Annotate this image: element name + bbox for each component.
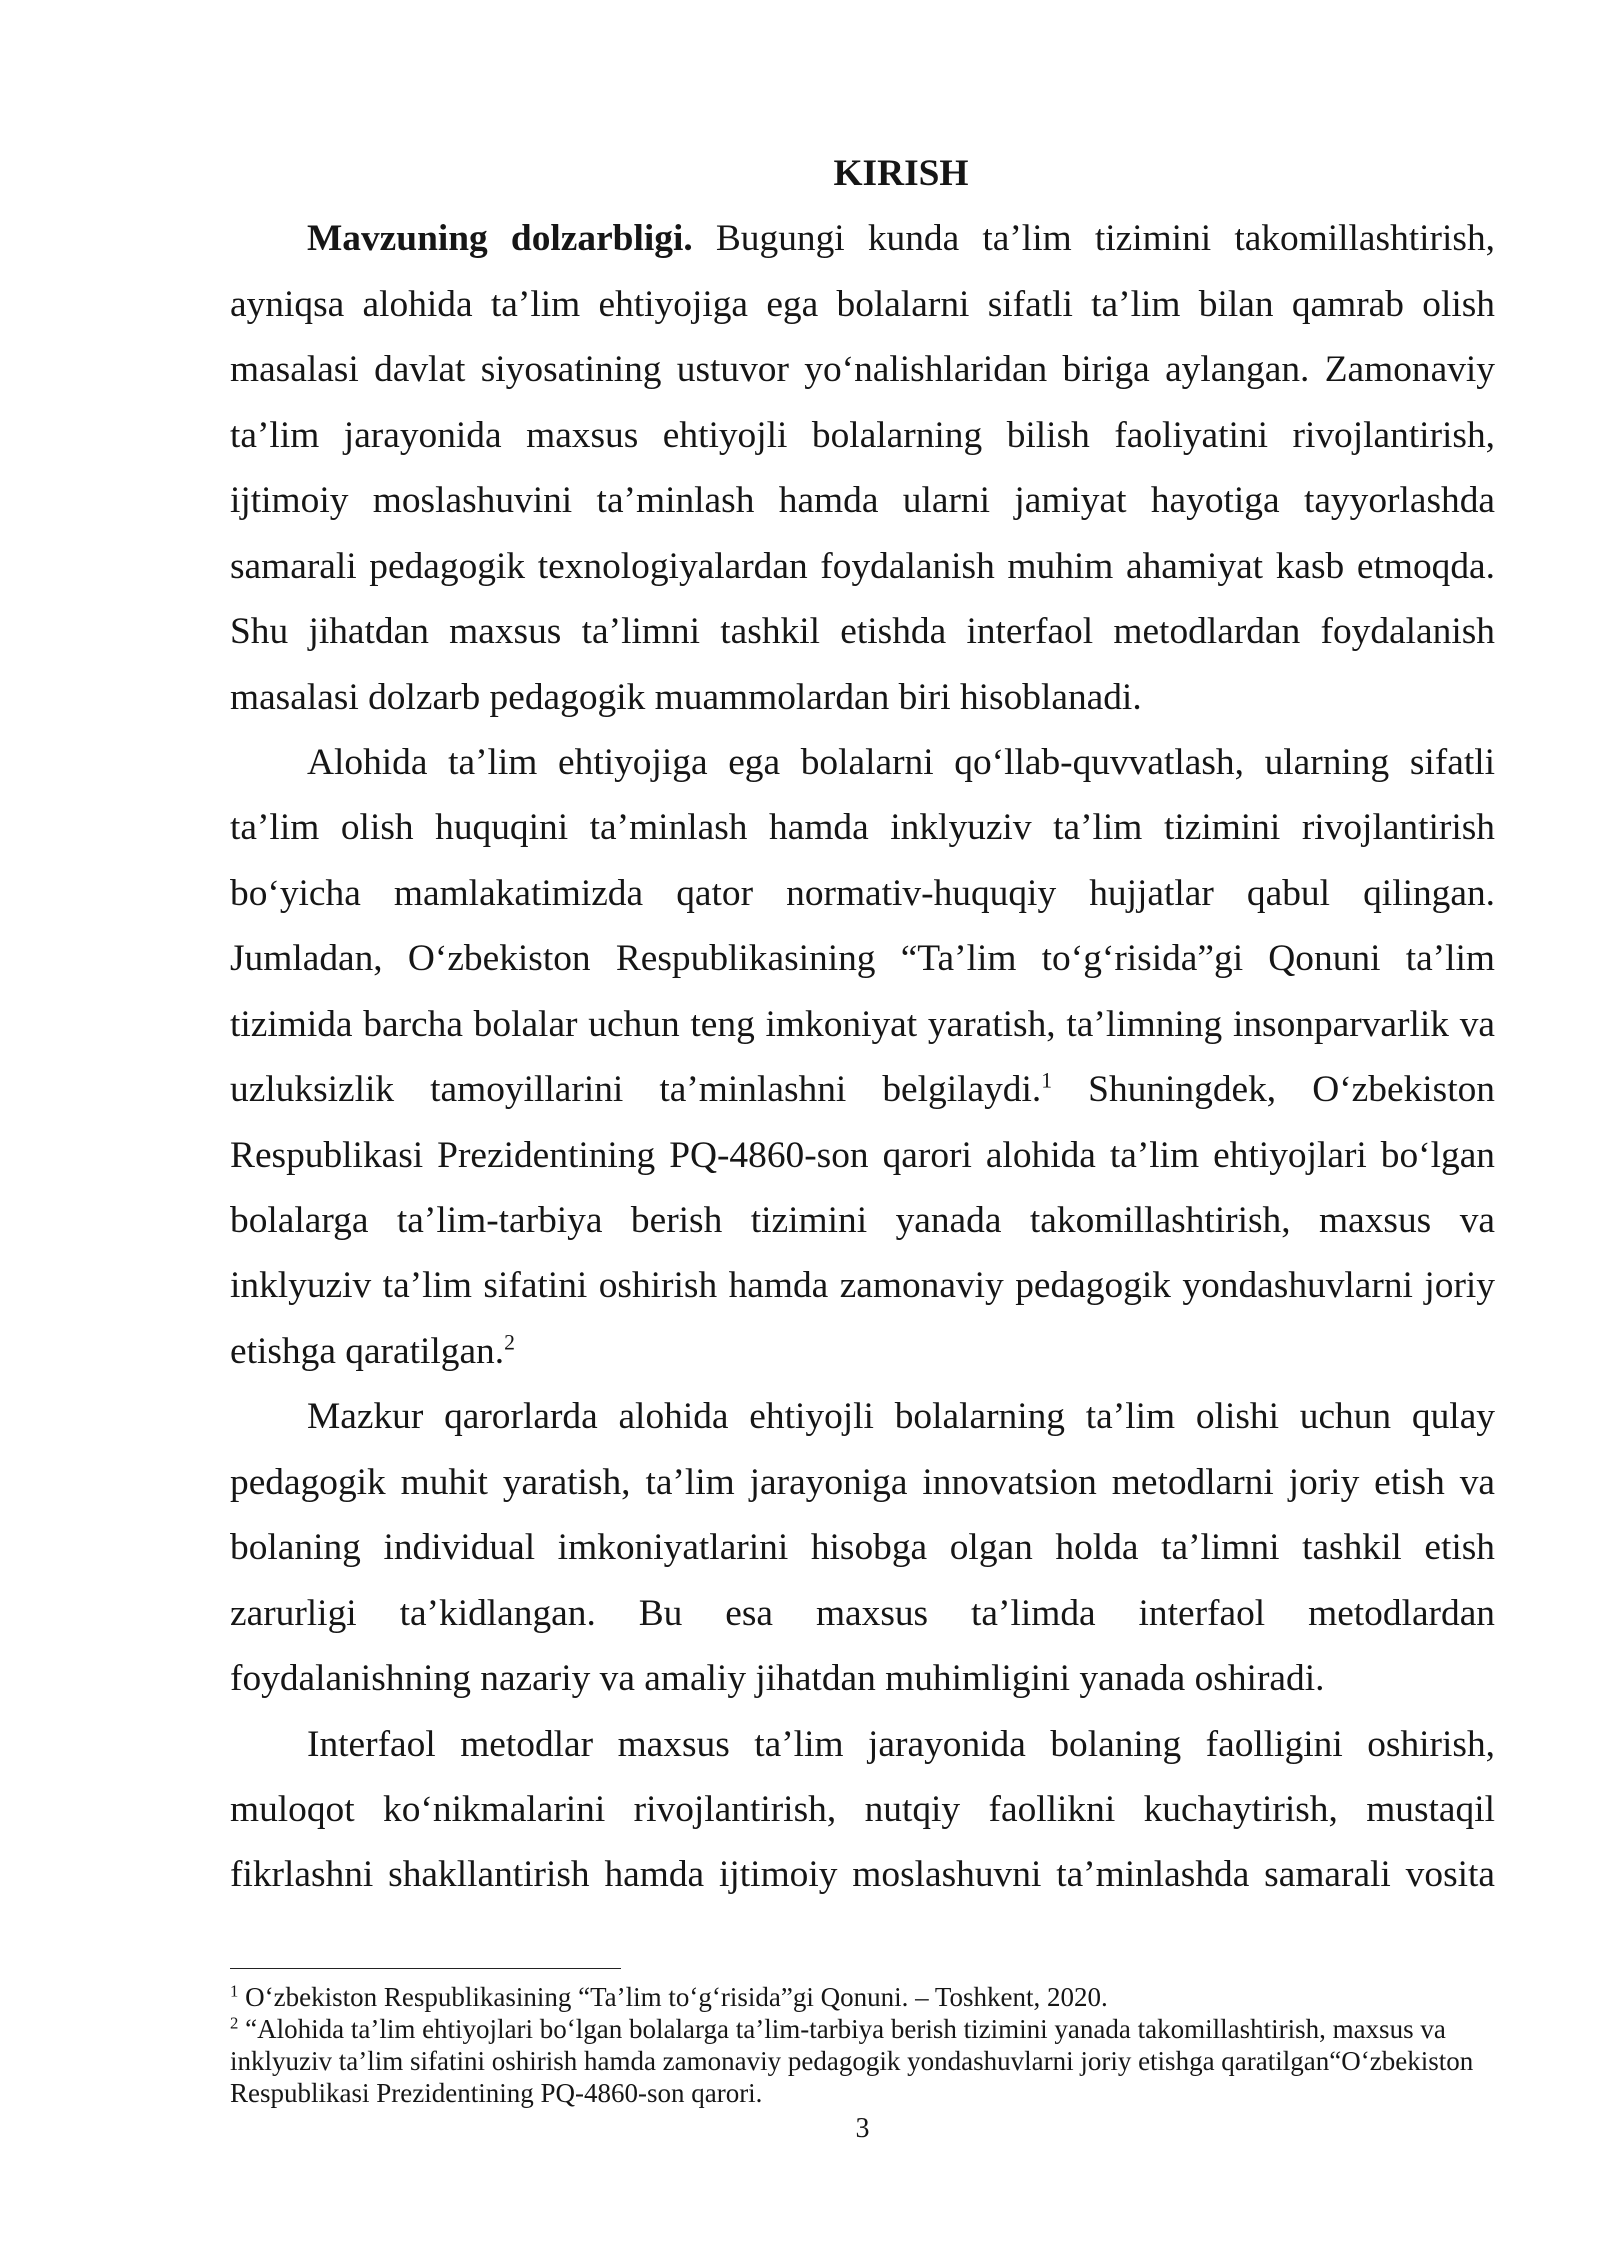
- text-line: ta’lim jarayonida maxsus ehtiyojli bolalarning bilish faoliyatini rivojlantirish,: [230, 414, 1495, 456]
- text-line: [230, 1319, 1495, 1384]
- footnotes: [230, 1981, 1495, 2109]
- text-line: inklyuziv ta’lim sifatini oshirish hamda zamonaviy pedagogik yondashuvlarni joriy: [230, 1265, 1495, 1307]
- text-line: Mazkur qarorlarda alohida ehtiyojli bolalarning ta’lim olishi uchun qulay: [307, 1396, 1495, 1438]
- text-line: bo‘yicha mamlakatimizda qator normativ-huquqiy hujjatlar qabul qilingan.: [230, 872, 1495, 914]
- paragraph: [230, 1384, 1495, 1711]
- text-line: fikrlashni shakllantirish hamda ijtimoiy moslashuvni ta’minlashda samarali vosita: [230, 1854, 1495, 1896]
- text-line: Jumladan, O‘zbekiston Respublikasining “Ta’lim to‘g‘risida”gi Qonuni ta’lim: [230, 938, 1495, 980]
- paragraph: [230, 730, 1495, 1384]
- footnote-line: Respublikasi Prezidentining PQ-4860-son qarori.: [230, 2078, 763, 2108]
- text-line: pedagogik muhit yaratish, ta’lim jarayoniga innovatsion metodlarni joriy etish va: [230, 1461, 1495, 1503]
- footnote-text: O‘zbekiston Respublikasining “Ta’lim to‘g‘risida”gi Qonuni. – Toshkent, 2020.: [245, 1982, 1108, 2012]
- footnote-text: “Alohida ta’lim ehtiyojlari bo‘lgan bolalarga ta’lim-tarbiya berish tizimini yanada takomillashtirish, maxsus va: [245, 2014, 1446, 2044]
- line-text: etishga qaratilgan.: [230, 1330, 505, 1372]
- text-line: muloqot ko‘nikmalarini rivojlantirish, nutqiy faollikni kuchaytirish, mustaqil: [230, 1788, 1495, 1830]
- text-line: ijtimoiy moslashuvini ta’minlash hamda ularni jamiyat hayotiga tayyorlashda: [230, 480, 1495, 522]
- text-line: Interfaol metodlar maxsus ta’lim jarayonida bolaning faolligini oshirish,: [307, 1723, 1495, 1765]
- text-line: ayniqsa alohida ta’lim ehtiyojiga ega bolalarni sifatli ta’lim bilan qamrab olish: [230, 283, 1495, 325]
- line-text: Shuningdek, O‘zbekiston: [1088, 1069, 1495, 1111]
- section-title: KIRISH: [833, 153, 969, 194]
- paragraph: [230, 1712, 1495, 1908]
- footnote-mark: 2: [230, 2013, 239, 2033]
- text-line: [230, 206, 1495, 271]
- footnote-mark: 1: [230, 1981, 239, 2001]
- footnote-line: [230, 2013, 1495, 2045]
- lead-in-phrase: Mavzuning dolzarbligi.: [307, 218, 693, 260]
- text-line: ta’lim olish huquqini ta’minlash hamda inklyuziv ta’lim tizimini rivojlantirish: [230, 807, 1495, 849]
- text-line: samarali pedagogik texnologiyalardan foydalanish muhim ahamiyat kasb etmoqda.: [230, 545, 1495, 587]
- text-line: Respublikasi Prezidentining PQ-4860-son qarori alohida ta’lim ehtiyojlari bo‘lgan: [230, 1134, 1495, 1176]
- text-line: zarurligi ta’kidlangan. Bu esa maxsus ta’limda interfaol metodlardan: [230, 1592, 1495, 1634]
- text-line: masalasi dolzarb pedagogik muammolardan biri hisoblanadi.: [230, 676, 1142, 718]
- text-line: Shu jihatdan maxsus ta’limni tashkil etishda interfaol metodlardan foydalanish: [230, 611, 1495, 653]
- line-text: uzluksizlik tamoyillarini ta’minlashni belgilaydi.: [230, 1069, 1042, 1111]
- text-line: [230, 1057, 1495, 1122]
- footnote-reference: 1: [1041, 1068, 1053, 1093]
- footnote-separator: [230, 1968, 621, 1969]
- document-body: [230, 141, 1495, 1908]
- page-number: 3: [855, 2113, 870, 2144]
- footnote-reference: 2: [504, 1330, 515, 1355]
- text-line: tizimida barcha bolalar uchun teng imkoniyat yaratish, ta’limning insonparvarlik va: [230, 1003, 1495, 1045]
- footnote-line: [230, 1981, 1495, 2013]
- footnote: [230, 1981, 1495, 2013]
- text-line: bolalarga ta’lim-tarbiya berish tizimini yanada takomillashtirish, maxsus va: [230, 1200, 1495, 1241]
- text-line: bolaning individual imkoniyatlarini hisobga olgan holda ta’limni tashkil etish: [230, 1527, 1495, 1569]
- text-line: Alohida ta’lim ehtiyojiga ega bolalarni qo‘llab-quvvatlash, ularning sifatli: [307, 741, 1495, 783]
- footnote-line: inklyuziv ta’lim sifatini oshirish hamda zamonaviy pedagogik yondashuvlarni joriy etishga qaratilgan“O‘zbekiston: [230, 2046, 1474, 2076]
- text-line: masalasi davlat siyosatining ustuvor yo‘nalishlaridan biriga aylangan. Zamonaviy: [230, 349, 1495, 391]
- footnote: [230, 2013, 1495, 2109]
- line-text: Bugungi kunda ta’lim tizimini takomillashtirish,: [715, 218, 1495, 260]
- paragraph: [230, 206, 1495, 730]
- text-line: foydalanishning nazariy va amaliy jihatdan muhimligini yanada oshiradi.: [230, 1658, 1325, 1700]
